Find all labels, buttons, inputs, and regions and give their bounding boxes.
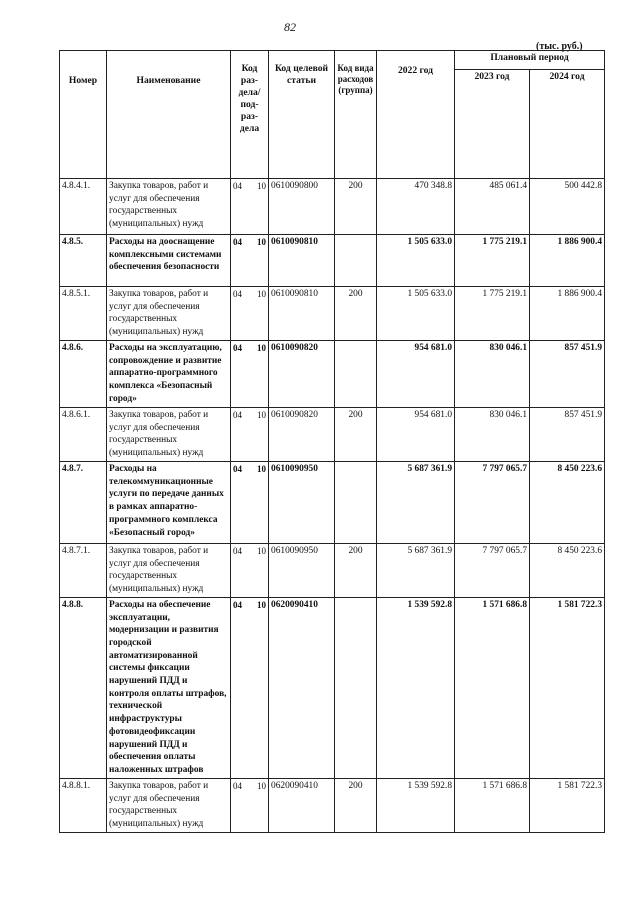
- row-number: 4.8.4.1.: [60, 179, 107, 235]
- budget-table: [59, 50, 605, 833]
- row-section-code: [231, 287, 269, 341]
- row-target-code: 0610090800: [269, 179, 335, 235]
- row-subsection: 10: [257, 237, 266, 247]
- table-row: [60, 462, 605, 544]
- row-name: Расходы на телекоммуникационные услуги по передаче данных в рамках аппаратно-программного комплекса «Безопасный город»: [107, 462, 231, 544]
- row-value-2023: 1 775 219.1: [455, 287, 530, 341]
- row-expense-type: 200: [335, 179, 377, 235]
- row-section-code: [231, 235, 269, 287]
- row-number: 4.8.7.1.: [60, 544, 107, 598]
- row-section: 04: [233, 343, 242, 353]
- header-name: Наименование: [107, 51, 231, 179]
- table-row: [60, 778, 605, 832]
- row-name: Расходы на дооснащение комплексными системами обеспечения безопасности: [107, 235, 231, 287]
- row-subsection: 10: [257, 546, 266, 556]
- row-number: 4.8.8.: [60, 597, 107, 778]
- row-name: Закупка товаров, работ и услуг для обеспечения государственных (муниципальных) нужд: [107, 544, 231, 598]
- row-target-code: 0610090950: [269, 544, 335, 598]
- row-section-code: [231, 544, 269, 598]
- table-body: [60, 179, 605, 833]
- row-subsection: 10: [257, 599, 266, 610]
- row-expense-type: 200: [335, 778, 377, 832]
- row-expense-type: 200: [335, 408, 377, 462]
- header-planning-period: Плановый период: [455, 51, 605, 70]
- row-value-2024: 1 581 722.3: [530, 778, 605, 832]
- row-expense-type: [335, 341, 377, 408]
- row-value-2024: 8 450 223.6: [530, 462, 605, 544]
- header-expense-type: Код вида расходов (группа): [335, 51, 377, 179]
- table-row: [60, 341, 605, 408]
- row-value-2022: 954 681.0: [377, 408, 455, 462]
- row-target-code: 0620090410: [269, 597, 335, 778]
- row-value-2022: 470 348.8: [377, 179, 455, 235]
- row-expense-type: [335, 235, 377, 287]
- row-value-2022: 5 687 361.9: [377, 462, 455, 544]
- row-expense-type: [335, 597, 377, 778]
- row-value-2022: 1 505 633.0: [377, 235, 455, 287]
- row-target-code: 0610090810: [269, 287, 335, 341]
- row-subsection: 10: [257, 343, 266, 353]
- row-value-2023: 1 571 686.8: [455, 597, 530, 778]
- table-row: [60, 287, 605, 341]
- row-subsection: 10: [257, 464, 266, 474]
- row-value-2023: 7 797 065.7: [455, 544, 530, 598]
- row-value-2023: 485 061.4: [455, 179, 530, 235]
- table-row: [60, 544, 605, 598]
- row-section-code: [231, 462, 269, 544]
- row-number: 4.8.6.: [60, 341, 107, 408]
- row-section-code: [231, 778, 269, 832]
- row-name: Закупка товаров, работ и услуг для обеспечения государственных (муниципальных) нужд: [107, 778, 231, 832]
- row-section: 04: [233, 289, 242, 299]
- header-year-2024: 2024 год: [530, 70, 605, 179]
- row-number: 4.8.5.1.: [60, 287, 107, 341]
- row-value-2022: 5 687 361.9: [377, 544, 455, 598]
- row-section: 04: [233, 599, 242, 610]
- header-target-code: Код целевой статьи: [269, 51, 335, 179]
- row-value-2023: 830 046.1: [455, 408, 530, 462]
- row-value-2024: 857 451.9: [530, 408, 605, 462]
- row-section-code: [231, 597, 269, 778]
- row-name: Закупка товаров, работ и услуг для обеспечения государственных (муниципальных) нужд: [107, 179, 231, 235]
- row-target-code: 0610090950: [269, 462, 335, 544]
- row-section-code: [231, 341, 269, 408]
- row-value-2023: 1 571 686.8: [455, 778, 530, 832]
- row-target-code: 0610090820: [269, 408, 335, 462]
- page-number: 82: [284, 20, 296, 34]
- row-name: Расходы на эксплуатацию, сопровождение и развитие аппаратно-программного комплекса «Безопасный город»: [107, 341, 231, 408]
- row-name: Расходы на обеспечение эксплуатации, модернизации и развития городской автоматизированной системы фиксации нарушений ПДД и контроля оплаты штрафов, технической инфраструктуры фотовидеофиксации нарушений ПДД и обеспечения оплаты наложенных штрафов: [107, 597, 231, 778]
- row-number: 4.8.7.: [60, 462, 107, 544]
- row-name: Закупка товаров, работ и услуг для обеспечения государственных (муниципальных) нужд: [107, 408, 231, 462]
- header-row-top: [60, 51, 605, 70]
- row-number: 4.8.5.: [60, 235, 107, 287]
- row-section: 04: [233, 237, 242, 247]
- table-row: [60, 235, 605, 287]
- row-section: 04: [233, 181, 242, 191]
- row-subsection: 10: [257, 410, 266, 420]
- row-subsection: 10: [257, 780, 266, 791]
- row-section: 04: [233, 464, 242, 474]
- row-value-2022: 1 539 592.8: [377, 597, 455, 778]
- row-value-2024: 500 442.8: [530, 179, 605, 235]
- row-expense-type: 200: [335, 544, 377, 598]
- table-row: [60, 408, 605, 462]
- row-target-code: 0610090810: [269, 235, 335, 287]
- header-number: Номер: [60, 51, 107, 179]
- row-section-code: [231, 179, 269, 235]
- row-value-2024: 8 450 223.6: [530, 544, 605, 598]
- row-name: Закупка товаров, работ и услуг для обеспечения государственных (муниципальных) нужд: [107, 287, 231, 341]
- row-value-2024: 857 451.9: [530, 341, 605, 408]
- row-section: 04: [233, 780, 242, 791]
- row-section: 04: [233, 410, 242, 420]
- row-value-2024: 1 886 900.4: [530, 235, 605, 287]
- row-expense-type: 200: [335, 287, 377, 341]
- header-year-2023: 2023 год: [455, 70, 530, 179]
- table-row: [60, 597, 605, 778]
- row-value-2023: 1 775 219.1: [455, 235, 530, 287]
- row-value-2023: 830 046.1: [455, 341, 530, 408]
- row-value-2024: 1 581 722.3: [530, 597, 605, 778]
- row-section: 04: [233, 546, 242, 556]
- row-value-2022: 1 539 592.8: [377, 778, 455, 832]
- units-label: (тыс. руб.): [536, 41, 583, 52]
- row-section-code: [231, 408, 269, 462]
- row-value-2023: 7 797 065.7: [455, 462, 530, 544]
- row-subsection: 10: [257, 289, 266, 299]
- table-row: [60, 179, 605, 235]
- header-section-code: Код раз-дела/ под-раз-дела: [231, 51, 269, 179]
- row-value-2024: 1 886 900.4: [530, 287, 605, 341]
- header-year-2022: 2022 год: [377, 51, 455, 179]
- row-number: 4.8.8.1.: [60, 778, 107, 832]
- row-value-2022: 954 681.0: [377, 341, 455, 408]
- row-expense-type: [335, 462, 377, 544]
- row-subsection: 10: [257, 181, 266, 191]
- row-number: 4.8.6.1.: [60, 408, 107, 462]
- row-target-code: 0610090820: [269, 341, 335, 408]
- row-value-2022: 1 505 633.0: [377, 287, 455, 341]
- row-target-code: 0620090410: [269, 778, 335, 832]
